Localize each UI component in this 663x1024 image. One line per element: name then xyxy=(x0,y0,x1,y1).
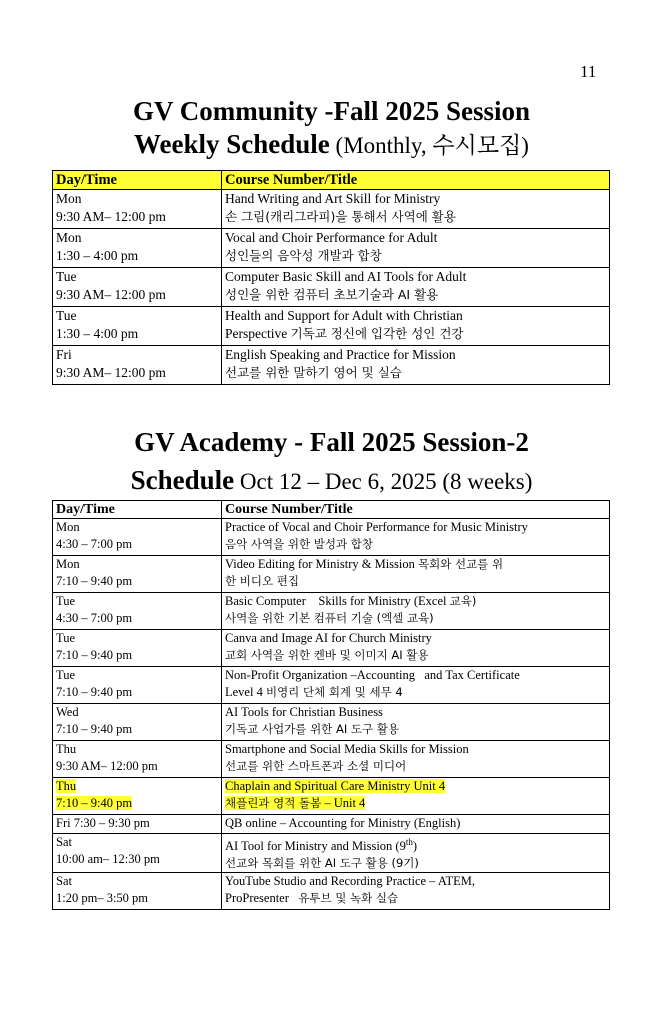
course-title: Smartphone and Social Media Skills for Mission xyxy=(225,742,469,756)
course-korean: 성인을 위한 컴퓨터 초보기술과 AI 활용 xyxy=(225,287,439,302)
course-cell xyxy=(222,873,610,910)
table-row xyxy=(53,229,610,268)
course-cell xyxy=(222,778,610,815)
course-title-line xyxy=(225,556,606,573)
time-text: 9:30 AM– 12:00 pm xyxy=(56,759,158,773)
course-korean: 사역을 위한 기본 컴퓨터 기술 (엑셀 교육) xyxy=(225,611,434,625)
header-daytime: Day/Time xyxy=(53,501,222,519)
course-title-cont: Level 4 xyxy=(225,685,263,699)
course-title-cont: Perspective xyxy=(225,326,288,341)
section1-subtitle-rest: (Monthly, 수시모집) xyxy=(329,133,529,158)
table-row xyxy=(53,190,610,229)
day-text: Tue xyxy=(56,594,75,608)
daytime-cell xyxy=(53,873,222,910)
course-title-end: ) xyxy=(412,839,418,854)
table-header-row xyxy=(53,171,610,190)
table-row xyxy=(53,834,610,873)
section2-subtitle-rest: Oct 12 – Dec 6, 2025 (8 weeks) xyxy=(234,469,533,494)
course-korean: 비영리 단체 회계 및 세무 4 xyxy=(265,685,403,699)
time-text: 7:10 – 9:40 pm xyxy=(56,648,133,662)
course-cell xyxy=(222,704,610,741)
section1-subtitle xyxy=(0,129,663,161)
course-title: Basic Computer Skills for Ministry (Excel xyxy=(225,594,450,608)
table-row-highlighted xyxy=(53,778,610,815)
daytime-cell xyxy=(53,704,222,741)
course-korean: 채플린과 영적 돌봄 xyxy=(225,796,322,810)
course-cell xyxy=(222,741,610,778)
course-cell xyxy=(222,307,610,346)
daytime-cell xyxy=(53,630,222,667)
day-text: Mon xyxy=(56,520,80,534)
day-text: Wed xyxy=(56,705,79,719)
table-row xyxy=(53,307,610,346)
course-title-cont-line xyxy=(225,325,606,343)
daytime-cell xyxy=(53,667,222,704)
weekly-schedule-table xyxy=(52,170,610,385)
time-highlight: 7:10 – 9:40 pm xyxy=(56,796,133,810)
time-text: 4:30 – 7:00 pm xyxy=(56,537,133,551)
day-text: Mon xyxy=(56,191,82,206)
course-title: Canva and Image AI for Church Ministry xyxy=(225,631,432,645)
day-text: Tue xyxy=(56,308,77,323)
day-text: Fri xyxy=(56,347,72,362)
table-row xyxy=(53,815,610,834)
time-text: 9:30 AM– 12:00 pm xyxy=(56,209,166,224)
daytime-cell xyxy=(53,346,222,385)
day-text: Tue xyxy=(56,631,75,645)
academy-schedule-table xyxy=(52,500,610,910)
table-row xyxy=(53,741,610,778)
table-row xyxy=(53,667,610,704)
section2-subtitle-bold: Schedule xyxy=(130,465,235,495)
course-title: Computer Basic Skill and AI Tools for Adult xyxy=(225,269,467,284)
course-korean-highlight xyxy=(225,796,365,810)
course-title: Practice of Vocal and Choir Performance for Music Ministry xyxy=(225,520,528,534)
day-text: Mon xyxy=(56,557,80,571)
course-title-cont-line xyxy=(225,890,606,907)
table-row xyxy=(53,268,610,307)
time-text: 9:30 AM– 12:00 pm xyxy=(56,287,166,302)
course-title-line xyxy=(225,834,606,855)
course-cell xyxy=(222,630,610,667)
course-korean-line xyxy=(225,795,606,812)
course-korean: 선교를 위한 말하기 영어 및 실습 xyxy=(225,365,402,380)
table-row xyxy=(53,519,610,556)
daytime-cell: Fri 7:30 – 9:30 pm xyxy=(53,815,222,834)
course-korean: 선교를 위한 스마트폰과 소셜 미디어 xyxy=(225,759,407,773)
course-title: AI Tools for Christian Business xyxy=(225,705,383,719)
time-text: 7:10 – 9:40 pm xyxy=(56,574,133,588)
course-korean: 성인들의 음악성 개발과 합창 xyxy=(225,248,382,263)
course-title-cont-line xyxy=(225,684,606,701)
course-korean: 손 그림(캐리그라피)을 통해서 사역에 활용 xyxy=(225,209,456,224)
day-text: Sat xyxy=(56,874,72,889)
course-cell xyxy=(222,229,610,268)
course-korean: 음악 사역을 위한 발성과 합창 xyxy=(225,537,373,551)
course-cell xyxy=(222,268,610,307)
time-text xyxy=(56,795,218,812)
course-cell xyxy=(222,190,610,229)
daytime-cell xyxy=(53,556,222,593)
day-text: Thu xyxy=(56,742,77,756)
course-title-cont: ProPresenter xyxy=(225,891,289,906)
daytime-cell xyxy=(53,268,222,307)
day-text xyxy=(56,778,218,795)
table-row xyxy=(53,556,610,593)
time-text: 1:30 – 4:00 pm xyxy=(56,248,139,263)
daytime-cell xyxy=(53,778,222,815)
header-course: Course Number/Title xyxy=(222,501,610,519)
course-korean: 기독교 정신에 입각한 성인 건강 xyxy=(290,326,464,341)
course-title: YouTube Studio and Recording Practice – ATEM, xyxy=(225,874,475,889)
course-title-line xyxy=(225,593,606,610)
course-korean: 유투브 및 녹화 실습 xyxy=(298,891,399,906)
daytime-cell xyxy=(53,741,222,778)
time-text: 9:30 AM– 12:00 pm xyxy=(56,365,166,380)
course-cell xyxy=(222,556,610,593)
table-row xyxy=(53,593,610,630)
time-text: 7:10 – 9:40 pm xyxy=(56,722,133,736)
course-korean-inline: 목회와 선교를 위 xyxy=(418,557,504,571)
time-text: 10:00 am– 12:30 pm xyxy=(56,852,160,866)
course-title: Health and Support for Adult with Christian xyxy=(225,308,463,323)
daytime-cell xyxy=(53,593,222,630)
time-text: 4:30 – 7:00 pm xyxy=(56,611,133,625)
section2-subtitle xyxy=(0,465,663,497)
header-daytime: Day/Time xyxy=(53,171,222,190)
course-title: Video Editing for Ministry & Mission xyxy=(225,557,415,571)
time-text: 1:20 pm– 3:50 pm xyxy=(56,891,149,906)
course-korean-suffix: – Unit 4 xyxy=(321,796,366,810)
course-korean: 선교와 목회를 위한 AI 도구 활용 (9기) xyxy=(225,856,419,871)
course-title: Vocal and Choir Performance for Adult xyxy=(225,230,438,245)
course-korean: 교회 사역을 위한 켄바 및 이미지 AI 활용 xyxy=(225,648,429,662)
course-title-highlight: Chaplain and Spiritual Care Ministry Unit 4 xyxy=(225,779,446,793)
page-number: 11 xyxy=(580,62,597,81)
course-cell xyxy=(222,834,610,873)
course-title xyxy=(225,778,606,795)
section1-subtitle-bold: Weekly Schedule xyxy=(134,129,330,159)
table-row xyxy=(53,873,610,910)
course-korean-inline: 교육) xyxy=(449,594,477,608)
table-row xyxy=(53,704,610,741)
course-cell xyxy=(222,519,610,556)
section2-title: GV Academy - Fall 2025 Session-2 xyxy=(134,427,529,457)
header-course: Course Number/Title xyxy=(222,171,610,190)
daytime-cell xyxy=(53,834,222,873)
daytime-cell xyxy=(53,519,222,556)
time-text: 1:30 – 4:00 pm xyxy=(56,326,139,341)
daytime-cell xyxy=(53,190,222,229)
course-title: Hand Writing and Art Skill for Ministry xyxy=(225,191,441,206)
day-text: Mon xyxy=(56,230,82,245)
course-korean: 기독교 사업가를 위한 AI 도구 활용 xyxy=(225,722,399,736)
course-title: English Speaking and Practice for Mission xyxy=(225,347,456,362)
day-text: Tue xyxy=(56,269,77,284)
course-title-sup: th xyxy=(405,837,413,847)
table-row xyxy=(53,630,610,667)
course-title: Non-Profit Organization –Accounting and Tax Certificate xyxy=(225,668,520,682)
course-korean: 한 비디오 편집 xyxy=(225,574,299,588)
day-text: Sat xyxy=(56,835,72,849)
day-highlight: Thu xyxy=(56,779,77,793)
course-cell xyxy=(222,346,610,385)
table-header-row xyxy=(53,501,610,519)
section1-title: GV Community -Fall 2025 Session xyxy=(132,96,531,126)
day-text: Tue xyxy=(56,668,75,682)
course-cell xyxy=(222,667,610,704)
daytime-cell xyxy=(53,307,222,346)
time-text: 7:10 – 9:40 pm xyxy=(56,685,133,699)
course-cell xyxy=(222,593,610,630)
course-title: AI Tool for Ministry and Mission (9 xyxy=(225,839,406,854)
daytime-cell xyxy=(53,229,222,268)
table-row xyxy=(53,346,610,385)
course-cell: QB online – Accounting for Ministry (English) xyxy=(222,815,610,834)
